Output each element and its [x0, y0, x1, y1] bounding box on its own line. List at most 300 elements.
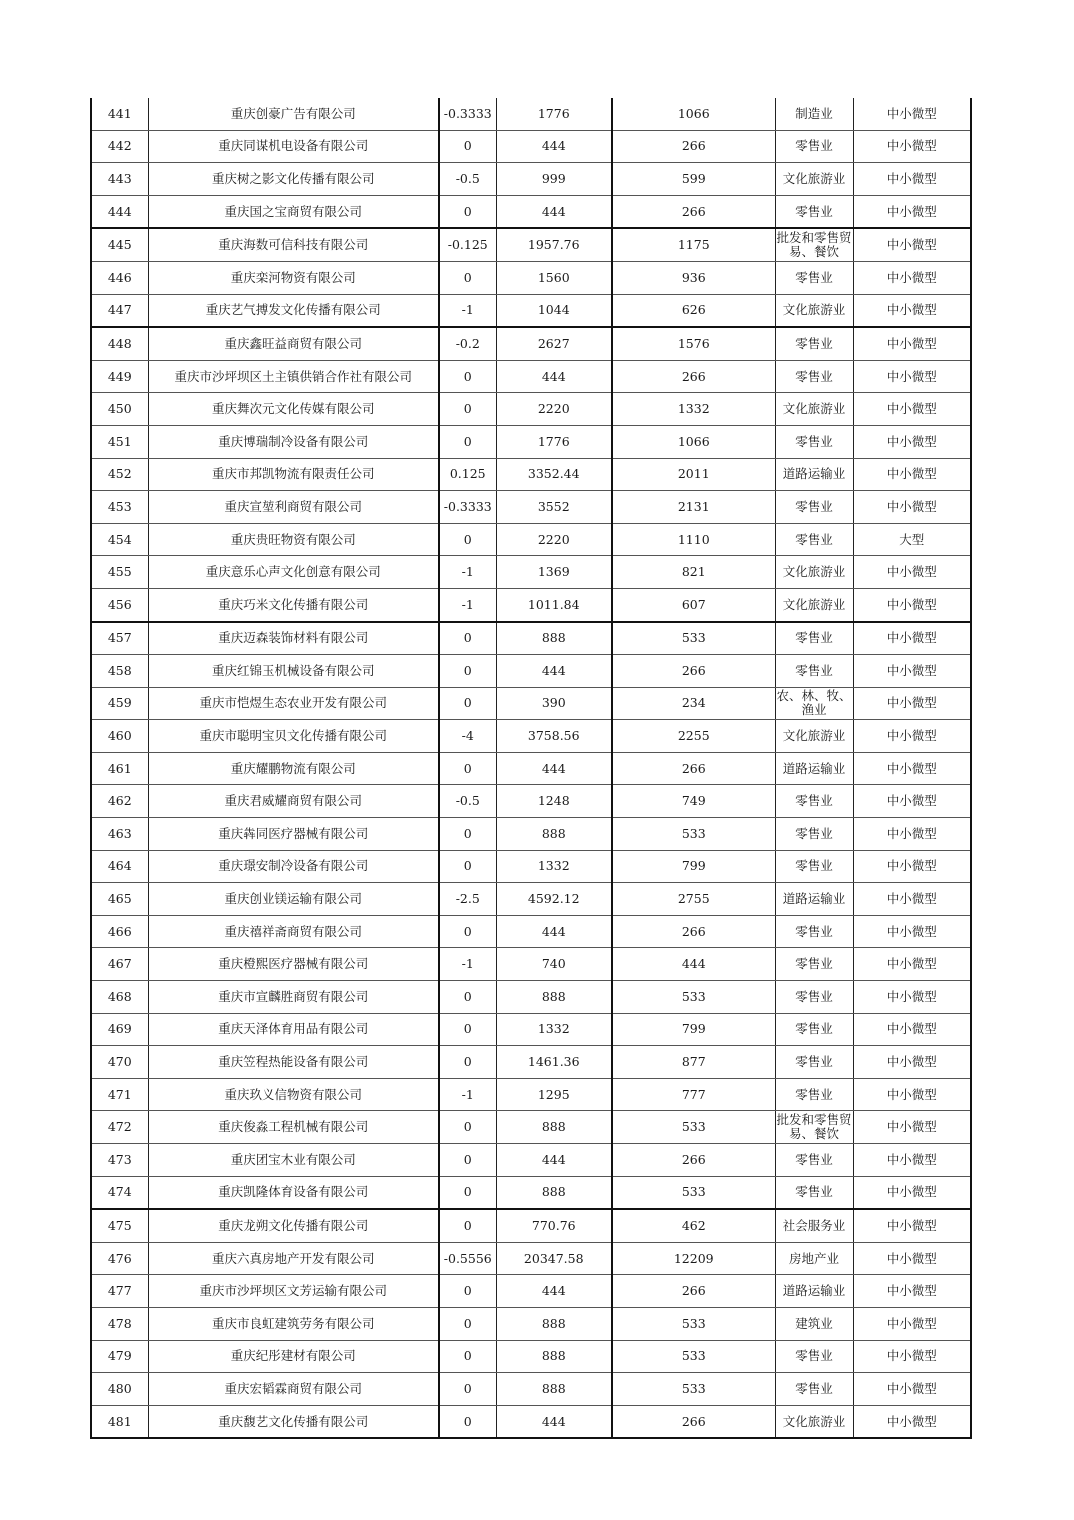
company-name-cell: 重庆巧米文化传播有限公司 — [148, 588, 439, 621]
row-number-cell: 454 — [91, 523, 148, 556]
industry-cell: 零售业 — [775, 261, 853, 294]
enterprise-size-cell: 中小微型 — [853, 818, 971, 851]
industry-cell: 零售业 — [775, 785, 853, 818]
enterprise-size-cell: 中小微型 — [853, 1111, 971, 1144]
subsidy-cell: 2755 — [612, 883, 775, 916]
score-cell: 0 — [439, 752, 496, 785]
amount-cell: 1776 — [496, 98, 612, 130]
score-cell: 0 — [439, 1111, 496, 1144]
enterprise-size-cell: 中小微型 — [853, 622, 971, 655]
score-cell: 0 — [439, 687, 496, 720]
amount-cell: 888 — [496, 622, 612, 655]
table-row — [91, 556, 971, 589]
industry-cell: 零售业 — [775, 655, 853, 688]
subsidy-cell: 533 — [612, 1373, 775, 1406]
score-cell: -2.5 — [439, 883, 496, 916]
row-number-cell: 470 — [91, 1046, 148, 1079]
enterprise-size-cell: 中小微型 — [853, 1307, 971, 1340]
enterprise-size-cell: 中小微型 — [853, 1373, 971, 1406]
amount-cell: 888 — [496, 981, 612, 1014]
table-row — [91, 1242, 971, 1275]
row-number-cell: 478 — [91, 1307, 148, 1340]
amount-cell: 444 — [496, 1405, 612, 1438]
subsidy-cell: 462 — [612, 1209, 775, 1242]
row-number-cell: 453 — [91, 491, 148, 524]
subsidy-cell: 444 — [612, 948, 775, 981]
score-cell: -0.5 — [439, 785, 496, 818]
subsidy-cell: 533 — [612, 1340, 775, 1373]
enterprise-size-cell: 中小微型 — [853, 752, 971, 785]
row-number-cell: 441 — [91, 98, 148, 130]
industry-cell: 零售业 — [775, 1340, 853, 1373]
row-number-cell: 445 — [91, 228, 148, 261]
subsidy-cell: 2011 — [612, 458, 775, 491]
industry-cell: 零售业 — [775, 425, 853, 458]
table-row — [91, 948, 971, 981]
industry-cell: 零售业 — [775, 818, 853, 851]
enterprise-size-cell: 中小微型 — [853, 588, 971, 621]
amount-cell: 1560 — [496, 261, 612, 294]
company-name-cell: 重庆团宝木业有限公司 — [148, 1144, 439, 1177]
amount-cell: 444 — [496, 195, 612, 228]
table-row — [91, 1340, 971, 1373]
industry-cell: 文化旅游业 — [775, 294, 853, 327]
amount-cell: 1776 — [496, 425, 612, 458]
subsidy-cell: 1175 — [612, 228, 775, 261]
industry-cell: 道路运输业 — [775, 458, 853, 491]
subsidy-cell: 749 — [612, 785, 775, 818]
row-number-cell: 460 — [91, 720, 148, 753]
score-cell: -0.3333 — [439, 98, 496, 130]
amount-cell: 888 — [496, 1111, 612, 1144]
industry-cell: 零售业 — [775, 948, 853, 981]
amount-cell: 444 — [496, 752, 612, 785]
score-cell: 0 — [439, 393, 496, 426]
row-number-cell: 446 — [91, 261, 148, 294]
enterprise-size-cell: 中小微型 — [853, 1144, 971, 1177]
enterprise-size-cell: 中小微型 — [853, 687, 971, 720]
amount-cell: 1957.76 — [496, 228, 612, 261]
industry-cell: 零售业 — [775, 360, 853, 393]
subsidy-cell: 266 — [612, 1405, 775, 1438]
score-cell: -1 — [439, 948, 496, 981]
amount-cell: 444 — [496, 360, 612, 393]
subsidy-cell: 266 — [612, 1144, 775, 1177]
row-number-cell: 457 — [91, 622, 148, 655]
enterprise-size-cell: 中小微型 — [853, 1209, 971, 1242]
company-name-cell: 重庆市宣麟胜商贸有限公司 — [148, 981, 439, 1014]
subsidy-cell: 1066 — [612, 425, 775, 458]
amount-cell: 4592.12 — [496, 883, 612, 916]
table-row — [91, 1013, 971, 1046]
row-number-cell: 447 — [91, 294, 148, 327]
row-number-cell: 456 — [91, 588, 148, 621]
score-cell: 0 — [439, 1275, 496, 1308]
company-name-cell: 重庆市聪明宝贝文化传播有限公司 — [148, 720, 439, 753]
subsidy-cell: 877 — [612, 1046, 775, 1079]
table-row — [91, 228, 971, 261]
amount-cell: 2627 — [496, 327, 612, 360]
score-cell: 0 — [439, 915, 496, 948]
table-row — [91, 130, 971, 163]
row-number-cell: 467 — [91, 948, 148, 981]
company-name-cell: 重庆红锦玉机械设备有限公司 — [148, 655, 439, 688]
score-cell: 0 — [439, 1373, 496, 1406]
table-row — [91, 195, 971, 228]
company-name-cell: 重庆市沙坪坝区文芳运输有限公司 — [148, 1275, 439, 1308]
enterprise-size-cell: 中小微型 — [853, 1275, 971, 1308]
score-cell: 0 — [439, 1144, 496, 1177]
industry-cell: 文化旅游业 — [775, 720, 853, 753]
score-cell: 0.125 — [439, 458, 496, 491]
table-row — [91, 98, 971, 130]
company-name-cell: 重庆笠程热能设备有限公司 — [148, 1046, 439, 1079]
company-name-cell: 重庆鑫旺益商贸有限公司 — [148, 327, 439, 360]
company-name-cell: 重庆龙朔文化传播有限公司 — [148, 1209, 439, 1242]
enterprise-size-cell: 中小微型 — [853, 556, 971, 589]
row-number-cell: 473 — [91, 1144, 148, 1177]
table-row — [91, 818, 971, 851]
table-row — [91, 588, 971, 621]
subsidy-cell: 821 — [612, 556, 775, 589]
enterprise-size-cell: 中小微型 — [853, 393, 971, 426]
enterprise-size-cell: 中小微型 — [853, 1405, 971, 1438]
amount-cell: 888 — [496, 1176, 612, 1209]
table-row — [91, 1176, 971, 1209]
subsidy-cell: 266 — [612, 1275, 775, 1308]
row-number-cell: 477 — [91, 1275, 148, 1308]
industry-cell: 零售业 — [775, 1144, 853, 1177]
score-cell: 0 — [439, 261, 496, 294]
table-row — [91, 327, 971, 360]
subsidy-cell: 266 — [612, 915, 775, 948]
score-cell: -1 — [439, 1078, 496, 1111]
enterprise-size-cell: 中小微型 — [853, 195, 971, 228]
industry-cell: 文化旅游业 — [775, 393, 853, 426]
company-name-cell: 重庆迈森装饰材料有限公司 — [148, 622, 439, 655]
industry-cell: 道路运输业 — [775, 1275, 853, 1308]
row-number-cell: 458 — [91, 655, 148, 688]
amount-cell: 888 — [496, 1307, 612, 1340]
score-cell: 0 — [439, 850, 496, 883]
company-name-cell: 重庆纪彤建材有限公司 — [148, 1340, 439, 1373]
subsidy-cell: 2131 — [612, 491, 775, 524]
enterprise-size-cell: 中小微型 — [853, 261, 971, 294]
subsidy-cell: 1066 — [612, 98, 775, 130]
amount-cell: 3352.44 — [496, 458, 612, 491]
table-row — [91, 1307, 971, 1340]
company-name-cell: 重庆君威耀商贸有限公司 — [148, 785, 439, 818]
subsidy-cell: 1332 — [612, 393, 775, 426]
row-number-cell: 448 — [91, 327, 148, 360]
amount-cell: 1295 — [496, 1078, 612, 1111]
row-number-cell: 444 — [91, 195, 148, 228]
row-number-cell: 461 — [91, 752, 148, 785]
industry-cell: 零售业 — [775, 523, 853, 556]
enterprise-size-cell: 中小微型 — [853, 655, 971, 688]
subsidy-cell: 2255 — [612, 720, 775, 753]
score-cell: -1 — [439, 294, 496, 327]
table-row — [91, 163, 971, 196]
industry-cell: 批发和零售贸易、餐饮 — [775, 228, 853, 261]
industry-cell: 制造业 — [775, 98, 853, 130]
company-name-cell: 重庆舞次元文化传媒有限公司 — [148, 393, 439, 426]
table-row — [91, 981, 971, 1014]
table-row — [91, 752, 971, 785]
row-number-cell: 455 — [91, 556, 148, 589]
amount-cell: 444 — [496, 1275, 612, 1308]
score-cell: 0 — [439, 818, 496, 851]
score-cell: -1 — [439, 556, 496, 589]
subsidy-cell: 234 — [612, 687, 775, 720]
table-row — [91, 458, 971, 491]
company-name-cell: 重庆艺气搏发文化传播有限公司 — [148, 294, 439, 327]
row-number-cell: 465 — [91, 883, 148, 916]
industry-cell: 房地产业 — [775, 1242, 853, 1275]
company-name-cell: 重庆玖义信物资有限公司 — [148, 1078, 439, 1111]
score-cell: -4 — [439, 720, 496, 753]
row-number-cell: 449 — [91, 360, 148, 393]
amount-cell: 888 — [496, 1340, 612, 1373]
industry-cell: 零售业 — [775, 195, 853, 228]
enterprise-size-cell: 中小微型 — [853, 948, 971, 981]
score-cell: -0.3333 — [439, 491, 496, 524]
enterprise-size-cell: 中小微型 — [853, 163, 971, 196]
amount-cell: 444 — [496, 130, 612, 163]
enterprise-size-cell: 中小微型 — [853, 425, 971, 458]
enterprise-size-cell: 中小微型 — [853, 294, 971, 327]
table-row — [91, 523, 971, 556]
enterprise-size-cell: 中小微型 — [853, 1046, 971, 1079]
enterprise-size-cell: 中小微型 — [853, 1340, 971, 1373]
subsidy-cell: 533 — [612, 1176, 775, 1209]
subsidy-cell: 936 — [612, 261, 775, 294]
company-name-cell: 重庆宏韬霖商贸有限公司 — [148, 1373, 439, 1406]
row-number-cell: 480 — [91, 1373, 148, 1406]
table-row — [91, 655, 971, 688]
industry-cell: 建筑业 — [775, 1307, 853, 1340]
score-cell: 0 — [439, 1013, 496, 1046]
score-cell: 0 — [439, 655, 496, 688]
subsidy-cell: 266 — [612, 752, 775, 785]
row-number-cell: 451 — [91, 425, 148, 458]
subsidy-cell: 1110 — [612, 523, 775, 556]
amount-cell: 1248 — [496, 785, 612, 818]
row-number-cell: 468 — [91, 981, 148, 1014]
industry-cell: 零售业 — [775, 1046, 853, 1079]
enterprise-size-cell: 中小微型 — [853, 98, 971, 130]
table-row — [91, 850, 971, 883]
amount-cell: 20347.58 — [496, 1242, 612, 1275]
score-cell: -0.125 — [439, 228, 496, 261]
enterprise-size-cell: 中小微型 — [853, 883, 971, 916]
amount-cell: 2220 — [496, 523, 612, 556]
amount-cell: 3552 — [496, 491, 612, 524]
row-number-cell: 476 — [91, 1242, 148, 1275]
company-name-cell: 重庆犇同医疗器械有限公司 — [148, 818, 439, 851]
company-name-cell: 重庆树之影文化传播有限公司 — [148, 163, 439, 196]
amount-cell: 1369 — [496, 556, 612, 589]
enterprise-size-cell: 中小微型 — [853, 981, 971, 1014]
row-number-cell: 463 — [91, 818, 148, 851]
industry-cell: 零售业 — [775, 850, 853, 883]
enterprise-size-cell: 大型 — [853, 523, 971, 556]
company-name-cell: 重庆禧祥斋商贸有限公司 — [148, 915, 439, 948]
company-name-cell: 重庆海数可信科技有限公司 — [148, 228, 439, 261]
company-name-cell: 重庆宣堃利商贸有限公司 — [148, 491, 439, 524]
row-number-cell: 442 — [91, 130, 148, 163]
enterprise-size-cell: 中小微型 — [853, 850, 971, 883]
score-cell: 0 — [439, 130, 496, 163]
score-cell: 0 — [439, 1046, 496, 1079]
score-cell: 0 — [439, 425, 496, 458]
row-number-cell: 443 — [91, 163, 148, 196]
industry-cell: 零售业 — [775, 1013, 853, 1046]
row-number-cell: 472 — [91, 1111, 148, 1144]
table-row — [91, 1209, 971, 1242]
industry-cell: 文化旅游业 — [775, 588, 853, 621]
score-cell: 0 — [439, 1405, 496, 1438]
row-number-cell: 452 — [91, 458, 148, 491]
company-name-cell: 重庆国之宝商贸有限公司 — [148, 195, 439, 228]
amount-cell: 444 — [496, 915, 612, 948]
table-row — [91, 785, 971, 818]
enterprise-size-cell: 中小微型 — [853, 458, 971, 491]
table-row — [91, 622, 971, 655]
enterprise-size-cell: 中小微型 — [853, 720, 971, 753]
row-number-cell: 450 — [91, 393, 148, 426]
subsidy-cell: 607 — [612, 588, 775, 621]
amount-cell: 1332 — [496, 1013, 612, 1046]
company-name-cell: 重庆同谋机电设备有限公司 — [148, 130, 439, 163]
subsidy-cell: 626 — [612, 294, 775, 327]
subsidy-cell: 777 — [612, 1078, 775, 1111]
score-cell: 0 — [439, 360, 496, 393]
company-name-cell: 重庆博瑞制冷设备有限公司 — [148, 425, 439, 458]
enterprise-size-cell: 中小微型 — [853, 360, 971, 393]
company-name-cell: 重庆市良虹建筑劳务有限公司 — [148, 1307, 439, 1340]
row-number-cell: 471 — [91, 1078, 148, 1111]
subsidy-cell: 1576 — [612, 327, 775, 360]
score-cell: 0 — [439, 981, 496, 1014]
subsidy-cell: 599 — [612, 163, 775, 196]
industry-cell: 批发和零售贸易、餐饮 — [775, 1111, 853, 1144]
row-number-cell: 466 — [91, 915, 148, 948]
enterprise-size-cell: 中小微型 — [853, 228, 971, 261]
amount-cell: 3758.56 — [496, 720, 612, 753]
company-name-cell: 重庆馥艺文化传播有限公司 — [148, 1405, 439, 1438]
row-number-cell: 479 — [91, 1340, 148, 1373]
subsidy-cell: 266 — [612, 195, 775, 228]
industry-cell: 文化旅游业 — [775, 1405, 853, 1438]
company-name-cell: 重庆栾河物资有限公司 — [148, 261, 439, 294]
table-row — [91, 491, 971, 524]
company-name-cell: 重庆创豪广告有限公司 — [148, 98, 439, 130]
subsidy-cell: 266 — [612, 360, 775, 393]
enterprise-size-cell: 中小微型 — [853, 1013, 971, 1046]
enterprise-size-cell: 中小微型 — [853, 915, 971, 948]
amount-cell: 444 — [496, 655, 612, 688]
table-row — [91, 915, 971, 948]
enterprise-size-cell: 中小微型 — [853, 1078, 971, 1111]
company-table — [90, 98, 972, 1439]
score-cell: -1 — [439, 588, 496, 621]
subsidy-cell: 266 — [612, 655, 775, 688]
row-number-cell: 462 — [91, 785, 148, 818]
company-name-cell: 重庆天泽体育用品有限公司 — [148, 1013, 439, 1046]
enterprise-size-cell: 中小微型 — [853, 130, 971, 163]
industry-cell: 零售业 — [775, 1176, 853, 1209]
industry-cell: 零售业 — [775, 1373, 853, 1406]
subsidy-cell: 533 — [612, 1111, 775, 1144]
company-name-cell: 重庆贵旺物资有限公司 — [148, 523, 439, 556]
enterprise-size-cell: 中小微型 — [853, 1242, 971, 1275]
table-row — [91, 1046, 971, 1079]
score-cell: 0 — [439, 1209, 496, 1242]
table-row — [91, 720, 971, 753]
table-row — [91, 261, 971, 294]
score-cell: 0 — [439, 1340, 496, 1373]
subsidy-cell: 799 — [612, 1013, 775, 1046]
row-number-cell: 469 — [91, 1013, 148, 1046]
table-row — [91, 1275, 971, 1308]
enterprise-size-cell: 中小微型 — [853, 1176, 971, 1209]
table-row — [91, 1111, 971, 1144]
amount-cell: 740 — [496, 948, 612, 981]
score-cell: 0 — [439, 195, 496, 228]
enterprise-size-cell: 中小微型 — [853, 491, 971, 524]
score-cell: -0.5 — [439, 163, 496, 196]
subsidy-cell: 266 — [612, 130, 775, 163]
amount-cell: 1044 — [496, 294, 612, 327]
table-row — [91, 1405, 971, 1438]
company-name-cell: 重庆市沙坪坝区土主镇供销合作社有限公司 — [148, 360, 439, 393]
company-name-cell: 重庆市邦凯物流有限责任公司 — [148, 458, 439, 491]
enterprise-size-cell: 中小微型 — [853, 785, 971, 818]
subsidy-cell: 533 — [612, 622, 775, 655]
company-name-cell: 重庆耀鹏物流有限公司 — [148, 752, 439, 785]
amount-cell: 888 — [496, 1373, 612, 1406]
industry-cell: 文化旅游业 — [775, 163, 853, 196]
table-row — [91, 425, 971, 458]
table-row — [91, 1144, 971, 1177]
subsidy-cell: 533 — [612, 981, 775, 1014]
industry-cell: 零售业 — [775, 327, 853, 360]
score-cell: 0 — [439, 1176, 496, 1209]
company-name-cell: 重庆俊淼工程机械有限公司 — [148, 1111, 439, 1144]
company-name-cell: 重庆创业镁运输有限公司 — [148, 883, 439, 916]
amount-cell: 2220 — [496, 393, 612, 426]
table-row — [91, 687, 971, 720]
amount-cell: 999 — [496, 163, 612, 196]
company-name-cell: 重庆凯隆体育设备有限公司 — [148, 1176, 439, 1209]
row-number-cell: 481 — [91, 1405, 148, 1438]
score-cell: -0.2 — [439, 327, 496, 360]
table-row — [91, 883, 971, 916]
company-name-cell: 重庆六真房地产开发有限公司 — [148, 1242, 439, 1275]
table-body — [91, 98, 971, 1438]
industry-cell: 零售业 — [775, 491, 853, 524]
row-number-cell: 464 — [91, 850, 148, 883]
amount-cell: 888 — [496, 818, 612, 851]
enterprise-size-cell: 中小微型 — [853, 327, 971, 360]
industry-cell: 零售业 — [775, 622, 853, 655]
industry-cell: 文化旅游业 — [775, 556, 853, 589]
amount-cell: 1461.36 — [496, 1046, 612, 1079]
table-row — [91, 393, 971, 426]
amount-cell: 1011.84 — [496, 588, 612, 621]
subsidy-cell: 12209 — [612, 1242, 775, 1275]
